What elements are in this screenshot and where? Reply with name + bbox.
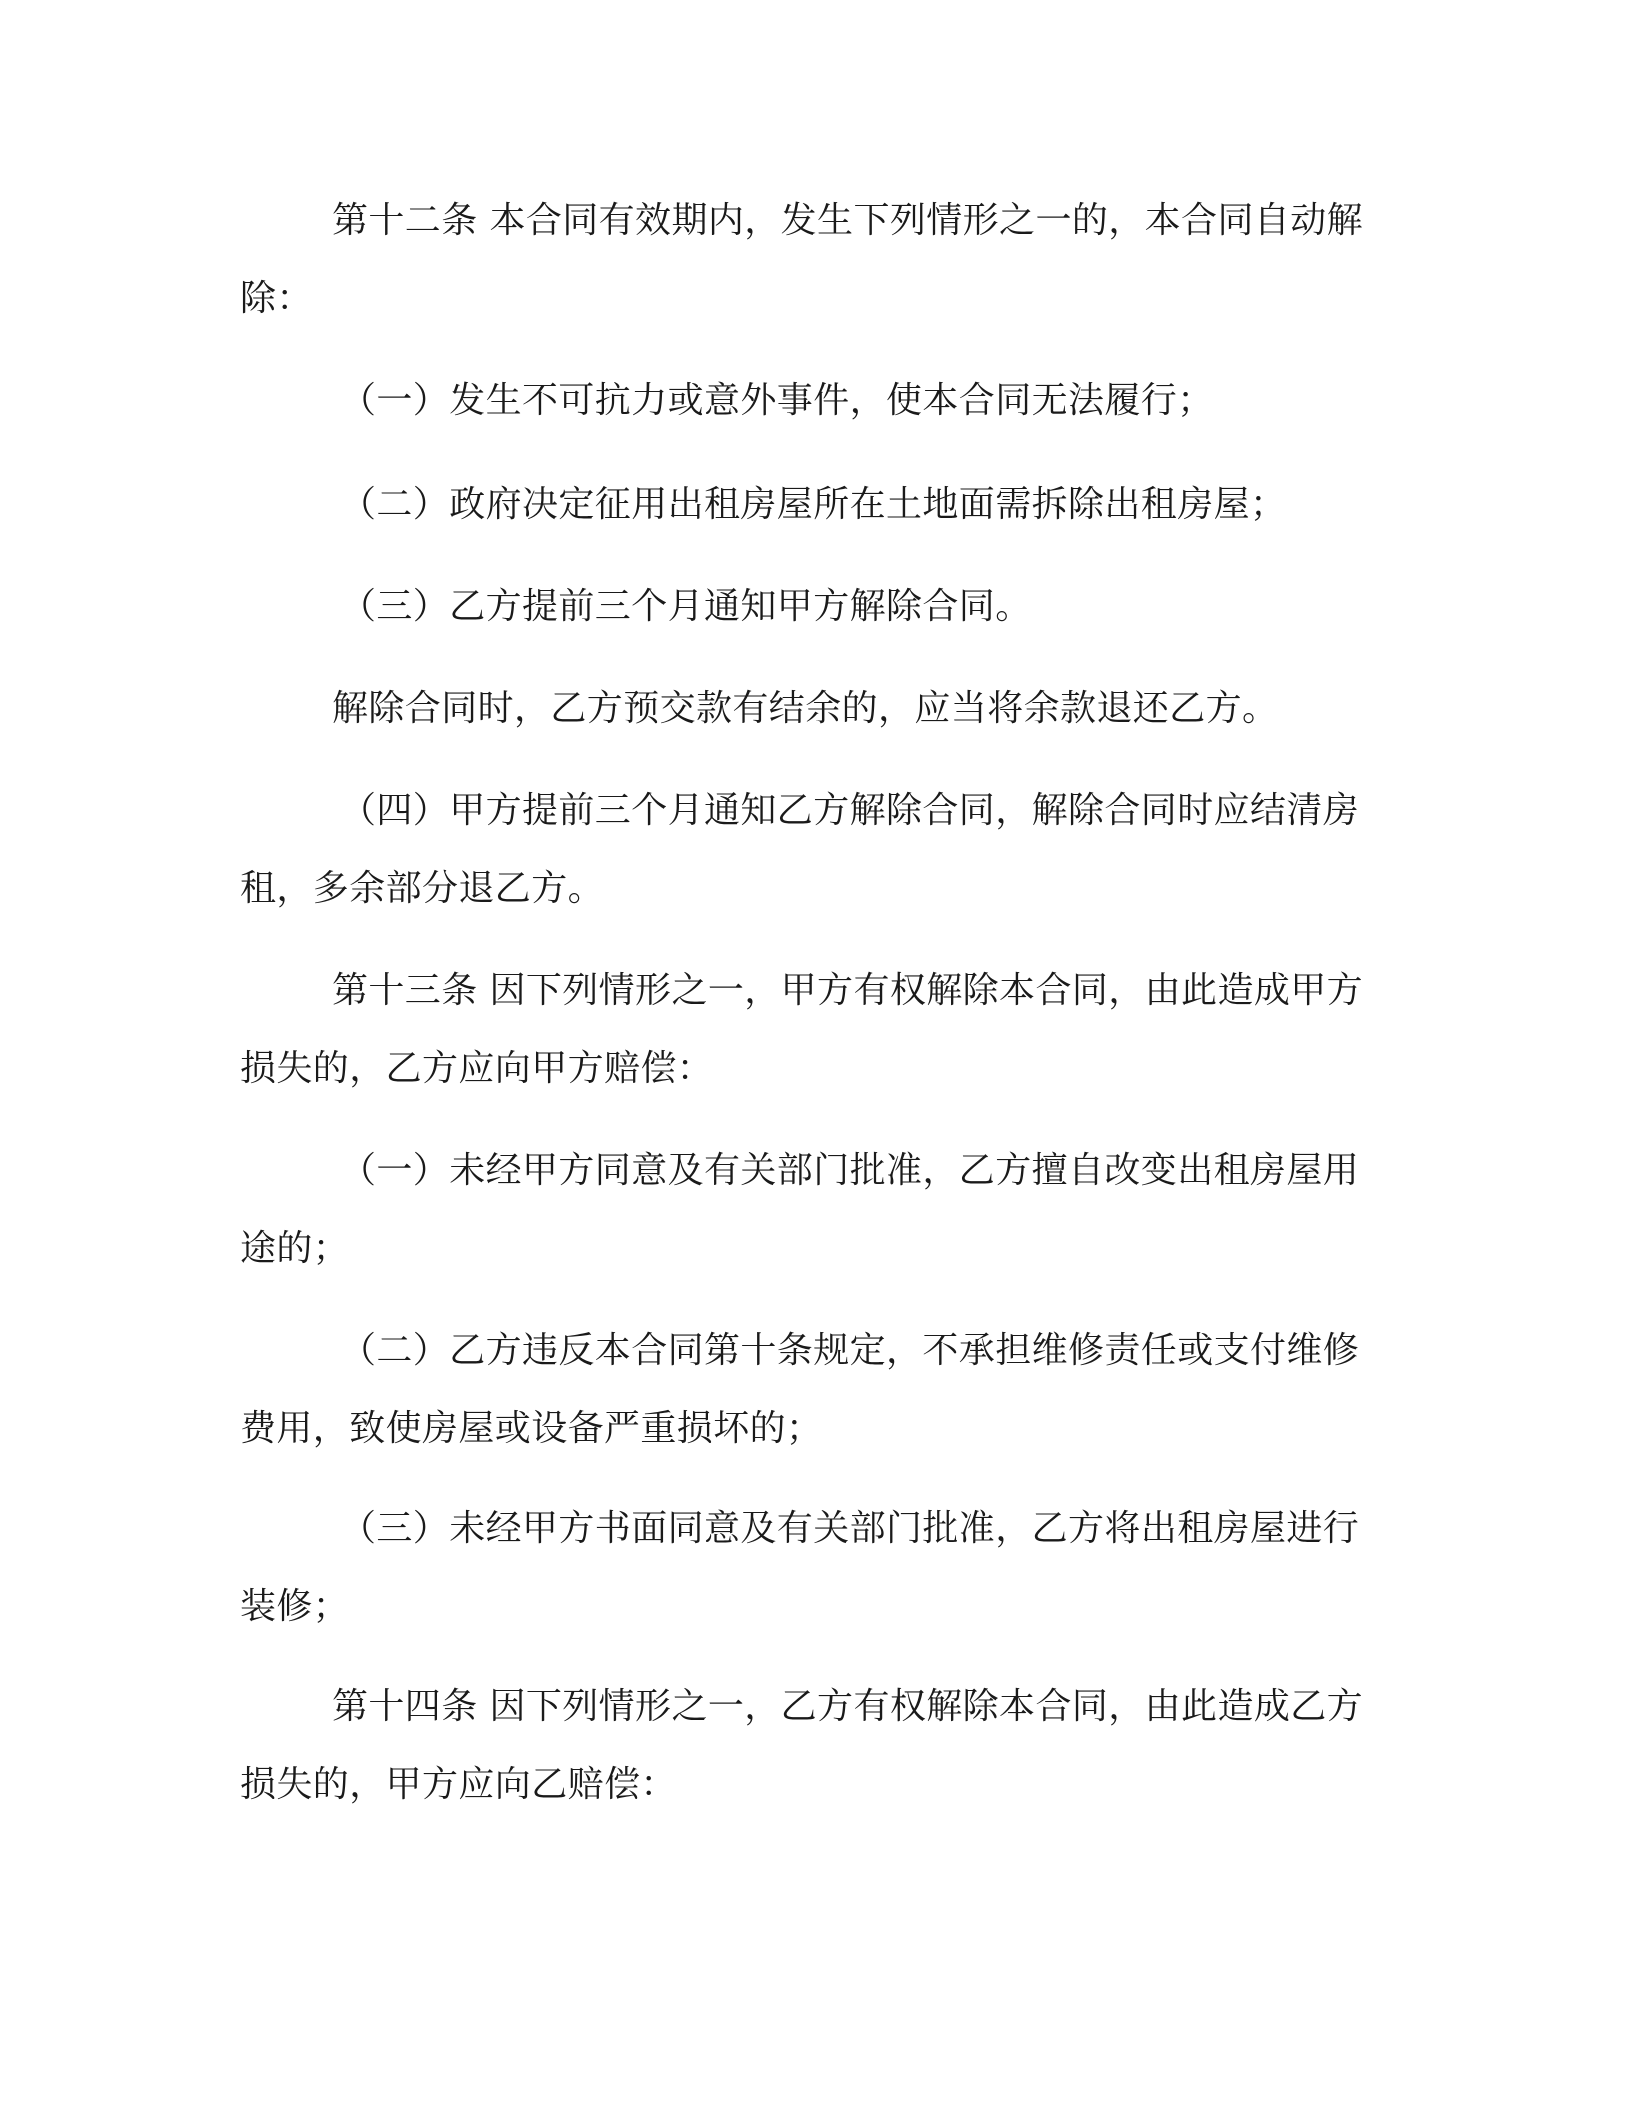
article-12-item-3: （三）乙方提前三个月通知甲方解除合同。 [340, 586, 1032, 627]
article-13-item-3: （三）未经甲方书面同意及有关部门批准，乙方将出租房屋进行装修； [240, 1508, 1360, 1627]
article-13-item-1: （一）未经甲方同意及有关部门批准，乙方擅自改变出租房屋用途的； [240, 1150, 1360, 1269]
article-12-paragraph: 第十二条 本合同有效期内，发生下列情形之一的，本合同自动解除： [240, 200, 1364, 319]
article-12-note: 解除合同时，乙方预交款有结余的，应当将余款退还乙方。 [332, 688, 1279, 729]
article-12-item-4: （四）甲方提前三个月通知乙方解除合同，解除合同时应结清房租，多余部分退乙方。 [240, 790, 1360, 909]
article-13-paragraph: 第十三条 因下列情形之一，甲方有权解除本合同，由此造成甲方损失的，乙方应向甲方赔偿： [240, 970, 1364, 1089]
article-12-item-2: （二）政府决定征用出租房屋所在土地面需拆除出租房屋； [340, 484, 1287, 525]
article-14-paragraph: 第十四条 因下列情形之一，乙方有权解除本合同，由此造成乙方损失的，甲方应向乙赔偿： [240, 1686, 1364, 1805]
article-12-item-1: （一）发生不可抗力或意外事件，使本合同无法履行； [340, 380, 1214, 421]
article-13-item-2: （二）乙方违反本合同第十条规定，不承担维修责任或支付维修费用，致使房屋或设备严重损坏的； [240, 1330, 1360, 1449]
